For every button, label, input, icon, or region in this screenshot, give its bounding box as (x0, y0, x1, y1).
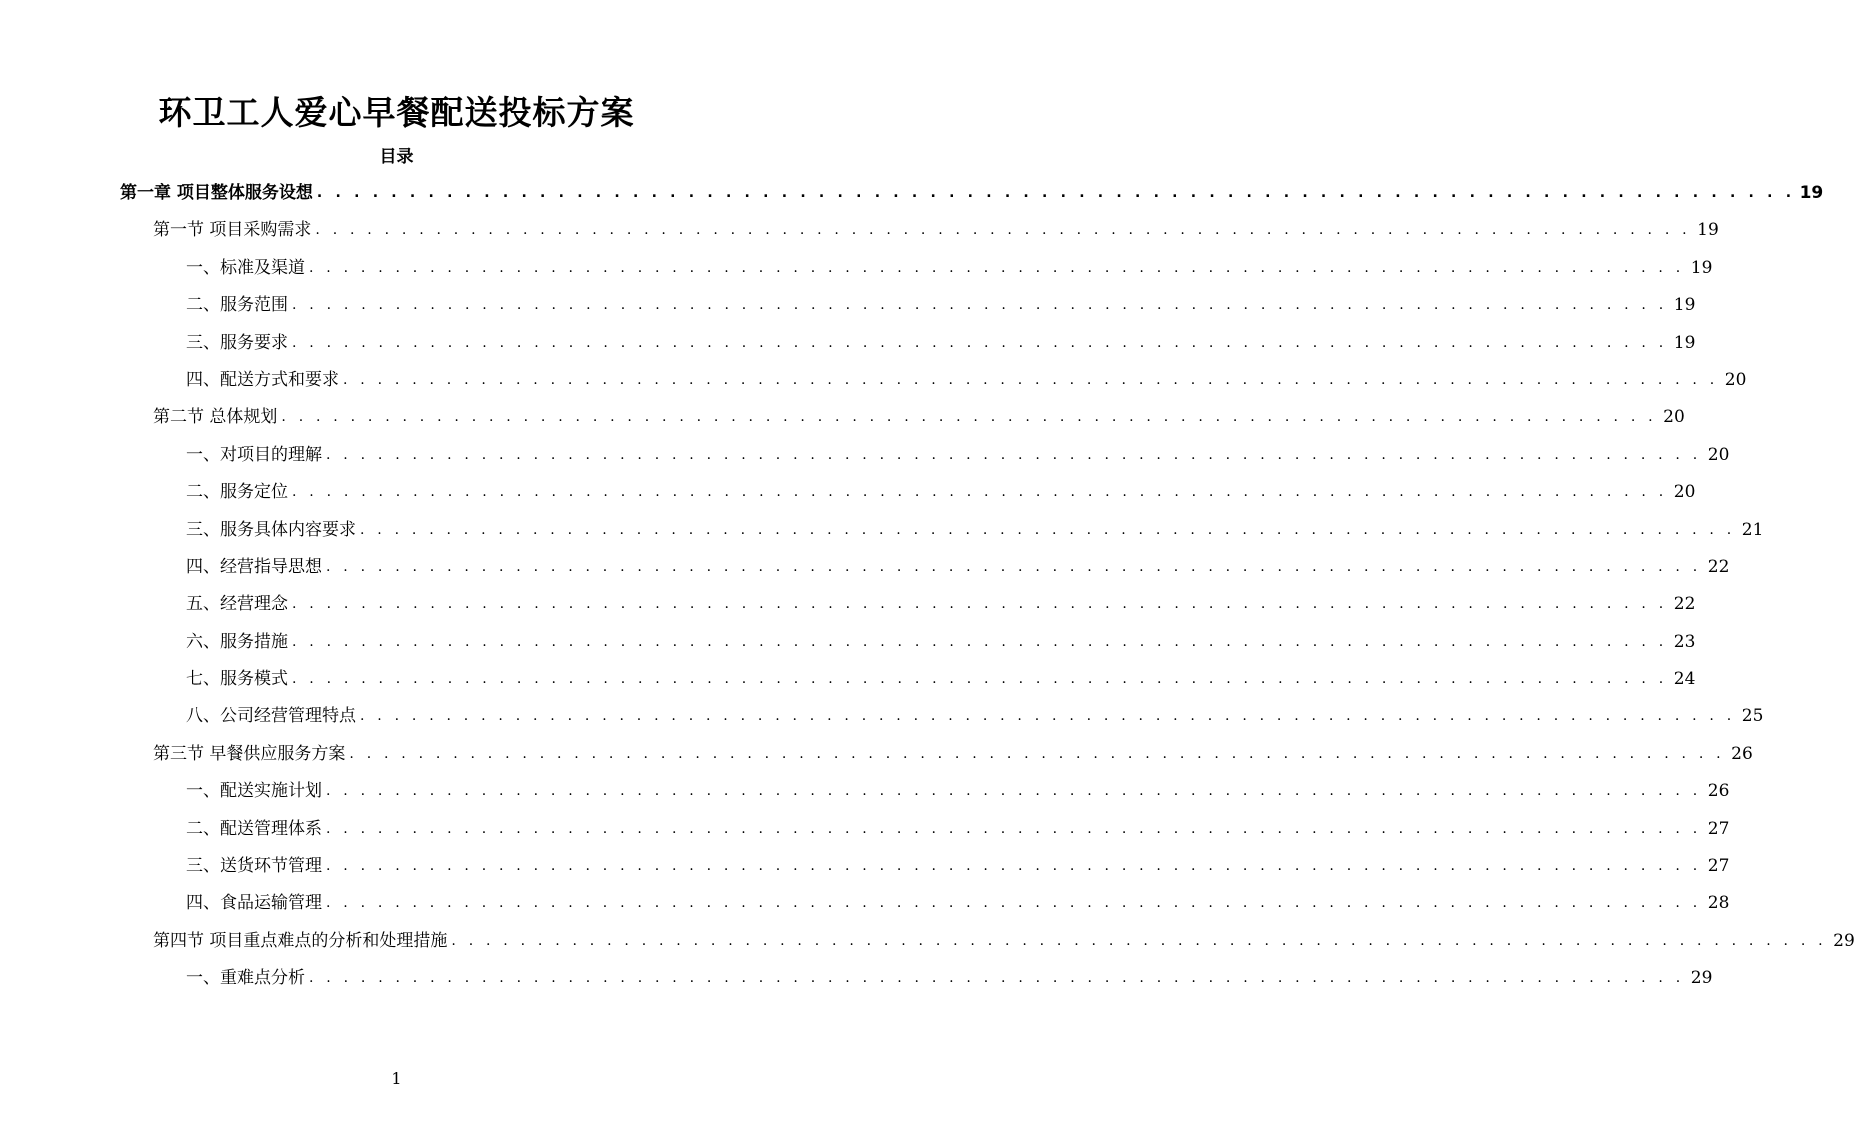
toc-dot-leader: . . . . . . . . . . . . . . . . . . . . . . . . . . . . . . . . . . . . . . . . . . . . . . . . . . . . . . . . . . . . . . . . . . . . . . . . . . . . . . . . (349, 745, 1725, 762)
toc-entry[interactable] (186, 885, 1730, 922)
toc-entry-page: 29 (1833, 930, 1855, 951)
toc-heading: 目录 (379, 147, 414, 167)
toc-entry[interactable] (186, 586, 1696, 623)
toc-entry-label: 三、服务具体内容要求 (186, 519, 356, 540)
toc-entry[interactable] (186, 362, 1747, 399)
toc-dot-leader: . . . . . . . . . . . . . . . . . . . . . . . . . . . . . . . . . . . . . . . . . . . . . . . . . . . . . . . . . . . . . . . . . . . . . . . . . . . . . . . . (326, 820, 1702, 837)
toc-dot-leader: . . . . . . . . . . . . . . . . . . . . . . . . . . . . . . . . . . . . . . . . . . . . . . . . . . . . . . . . . . . . . . . . . . . . . . . . . . . . . . . . (343, 371, 1719, 388)
toc-entry-label: 三、服务要求 (186, 332, 288, 353)
toc-entry-page: 19 (1697, 220, 1719, 241)
toc-dot-leader: . . . . . . . . . . . . . . . . . . . . . . . . . . . . . . . . . . . . . . . . . . . . . . . . . . . . . . . . . . . . . . . . . . . . . . . . . . . . . . . . (316, 185, 1796, 201)
toc-dot-leader: . . . . . . . . . . . . . . . . . . . . . . . . . . . . . . . . . . . . . . . . . . . . . . . . . . . . . . . . . . . . . . . . . . . . . . . . . . . . . . . . (326, 446, 1702, 463)
toc-dot-leader: . . . . . . . . . . . . . . . . . . . . . . . . . . . . . . . . . . . . . . . . . . . . . . . . . . . . . . . . . . . . . . . . . . . . . . . . . . . . . . . . (309, 259, 1685, 276)
toc-entry-page: 27 (1707, 856, 1730, 877)
toc-dot-leader: . . . . . . . . . . . . . . . . . . . . . . . . . . . . . . . . . . . . . . . . . . . . . . . . . . . . . . . . . . . . . . . . . . . . . . . . . . . . . . . . (451, 932, 1827, 949)
toc-dot-leader: . . . . . . . . . . . . . . . . . . . . . . . . . . . . . . . . . . . . . . . . . . . . . . . . . . . . . . . . . . . . . . . . . . . . . . . . . . . . . . . . (309, 970, 1685, 987)
toc-entry[interactable] (186, 512, 1764, 549)
toc-entry-page: 20 (1724, 369, 1747, 390)
toc-dot-leader: . . . . . . . . . . . . . . . . . . . . . . . . . . . . . . . . . . . . . . . . . . . . . . . . . . . . . . . . . . . . . . . . . . . . . . . . . . . . . . . . (281, 409, 1657, 426)
toc-entry[interactable] (186, 811, 1730, 848)
toc-entry-page: 22 (1707, 556, 1730, 577)
table-of-contents (0, 175, 1855, 998)
toc-entry-label: 一、标准及渠道 (186, 257, 305, 278)
toc-entry-label: 二、服务范围 (186, 295, 288, 316)
toc-dot-leader: . . . . . . . . . . . . . . . . . . . . . . . . . . . . . . . . . . . . . . . . . . . . . . . . . . . . . . . . . . . . . . . . . . . . . . . . . . . . . . . . (292, 334, 1668, 351)
toc-entry-page: 24 (1673, 669, 1696, 690)
toc-dot-leader: . . . . . . . . . . . . . . . . . . . . . . . . . . . . . . . . . . . . . . . . . . . . . . . . . . . . . . . . . . . . . . . . . . . . . . . . . . . . . . . . (360, 521, 1736, 538)
toc-entry-label: 第三节 早餐供应服务方案 (153, 743, 346, 764)
toc-entry[interactable] (186, 848, 1730, 885)
toc-entry[interactable] (153, 212, 1719, 249)
toc-entry-label: 四、经营指导思想 (186, 556, 322, 577)
toc-entry[interactable] (120, 175, 1824, 212)
toc-entry-label: 第一节 项目采购需求 (153, 220, 312, 241)
toc-entry[interactable] (186, 661, 1696, 698)
toc-dot-leader: . . . . . . . . . . . . . . . . . . . . . . . . . . . . . . . . . . . . . . . . . . . . . . . . . . . . . . . . . . . . . . . . . . . . . . . . . . . . . . . . (292, 297, 1668, 314)
toc-entry-label: 二、配送管理体系 (186, 818, 322, 839)
toc-entry-page: 20 (1707, 444, 1730, 465)
toc-entry-label: 七、服务模式 (186, 669, 288, 690)
toc-entry-label: 一、对项目的理解 (186, 444, 322, 465)
toc-entry[interactable] (186, 624, 1696, 661)
toc-entry-label: 六、服务措施 (186, 631, 288, 652)
toc-entry-label: 四、配送方式和要求 (186, 369, 339, 390)
toc-entry-label: 一、配送实施计划 (186, 781, 322, 802)
toc-entry-label: 四、食品运输管理 (186, 893, 322, 914)
toc-entry-label: 五、经营理念 (186, 594, 288, 615)
toc-entry-label: 三、送货环节管理 (186, 856, 322, 877)
toc-entry-page: 20 (1673, 482, 1696, 503)
toc-entry[interactable] (186, 287, 1696, 324)
toc-dot-leader: . . . . . . . . . . . . . . . . . . . . . . . . . . . . . . . . . . . . . . . . . . . . . . . . . . . . . . . . . . . . . . . . . . . . . . . . . . . . . . . . (292, 484, 1668, 501)
toc-entry-page: 25 (1741, 706, 1764, 727)
toc-entry[interactable] (186, 549, 1730, 586)
toc-entry-label: 第一章 项目整体服务设想 (120, 183, 313, 203)
toc-entry-page: 28 (1707, 893, 1730, 914)
toc-entry[interactable] (186, 960, 1713, 997)
toc-entry-page: 20 (1663, 407, 1685, 428)
toc-entry-label: 二、服务定位 (186, 482, 288, 503)
toc-entry[interactable] (186, 437, 1730, 474)
toc-entry-label: 一、重难点分析 (186, 968, 305, 989)
toc-entry[interactable] (153, 399, 1685, 436)
toc-entry[interactable] (153, 736, 1753, 773)
toc-entry-page: 23 (1673, 631, 1696, 652)
toc-dot-leader: . . . . . . . . . . . . . . . . . . . . . . . . . . . . . . . . . . . . . . . . . . . . . . . . . . . . . . . . . . . . . . . . . . . . . . . . . . . . . . . . (326, 858, 1702, 875)
toc-dot-leader: . . . . . . . . . . . . . . . . . . . . . . . . . . . . . . . . . . . . . . . . . . . . . . . . . . . . . . . . . . . . . . . . . . . . . . . . . . . . . . . . (292, 671, 1668, 688)
toc-entry-page: 21 (1741, 519, 1764, 540)
document-title: 环卫工人爱心早餐配送投标方案 (158, 93, 635, 132)
toc-entry[interactable] (186, 325, 1696, 362)
toc-entry-page: 19 (1799, 183, 1824, 203)
toc-dot-leader: . . . . . . . . . . . . . . . . . . . . . . . . . . . . . . . . . . . . . . . . . . . . . . . . . . . . . . . . . . . . . . . . . . . . . . . . . . . . . . . . (326, 783, 1702, 800)
toc-entry[interactable] (186, 250, 1713, 287)
toc-entry[interactable] (186, 773, 1730, 810)
toc-entry-page: 19 (1690, 257, 1713, 278)
toc-dot-leader: . . . . . . . . . . . . . . . . . . . . . . . . . . . . . . . . . . . . . . . . . . . . . . . . . . . . . . . . . . . . . . . . . . . . . . . . . . . . . . . . (326, 558, 1702, 575)
toc-dot-leader: . . . . . . . . . . . . . . . . . . . . . . . . . . . . . . . . . . . . . . . . . . . . . . . . . . . . . . . . . . . . . . . . . . . . . . . . . . . . . . . . (315, 222, 1691, 239)
toc-entry-label: 八、公司经营管理特点 (186, 706, 356, 727)
toc-dot-leader: . . . . . . . . . . . . . . . . . . . . . . . . . . . . . . . . . . . . . . . . . . . . . . . . . . . . . . . . . . . . . . . . . . . . . . . . . . . . . . . . (292, 633, 1668, 650)
toc-entry-label: 第二节 总体规划 (153, 407, 278, 428)
page-number: 1 (391, 1069, 402, 1088)
toc-entry-page: 29 (1690, 968, 1713, 989)
toc-entry-page: 22 (1673, 594, 1696, 615)
toc-entry-page: 26 (1707, 781, 1730, 802)
toc-dot-leader: . . . . . . . . . . . . . . . . . . . . . . . . . . . . . . . . . . . . . . . . . . . . . . . . . . . . . . . . . . . . . . . . . . . . . . . . . . . . . . . . (326, 895, 1702, 912)
toc-entry[interactable] (186, 474, 1696, 511)
toc-entry[interactable] (153, 923, 1855, 960)
toc-dot-leader: . . . . . . . . . . . . . . . . . . . . . . . . . . . . . . . . . . . . . . . . . . . . . . . . . . . . . . . . . . . . . . . . . . . . . . . . . . . . . . . . (360, 708, 1736, 725)
toc-entry-label: 第四节 项目重点难点的分析和处理措施 (153, 930, 448, 951)
toc-entry[interactable] (186, 698, 1764, 735)
toc-entry-page: 19 (1673, 332, 1696, 353)
toc-dot-leader: . . . . . . . . . . . . . . . . . . . . . . . . . . . . . . . . . . . . . . . . . . . . . . . . . . . . . . . . . . . . . . . . . . . . . . . . . . . . . . . . (292, 596, 1668, 613)
toc-entry-page: 19 (1673, 295, 1696, 316)
toc-entry-page: 27 (1707, 818, 1730, 839)
toc-entry-page: 26 (1731, 743, 1753, 764)
